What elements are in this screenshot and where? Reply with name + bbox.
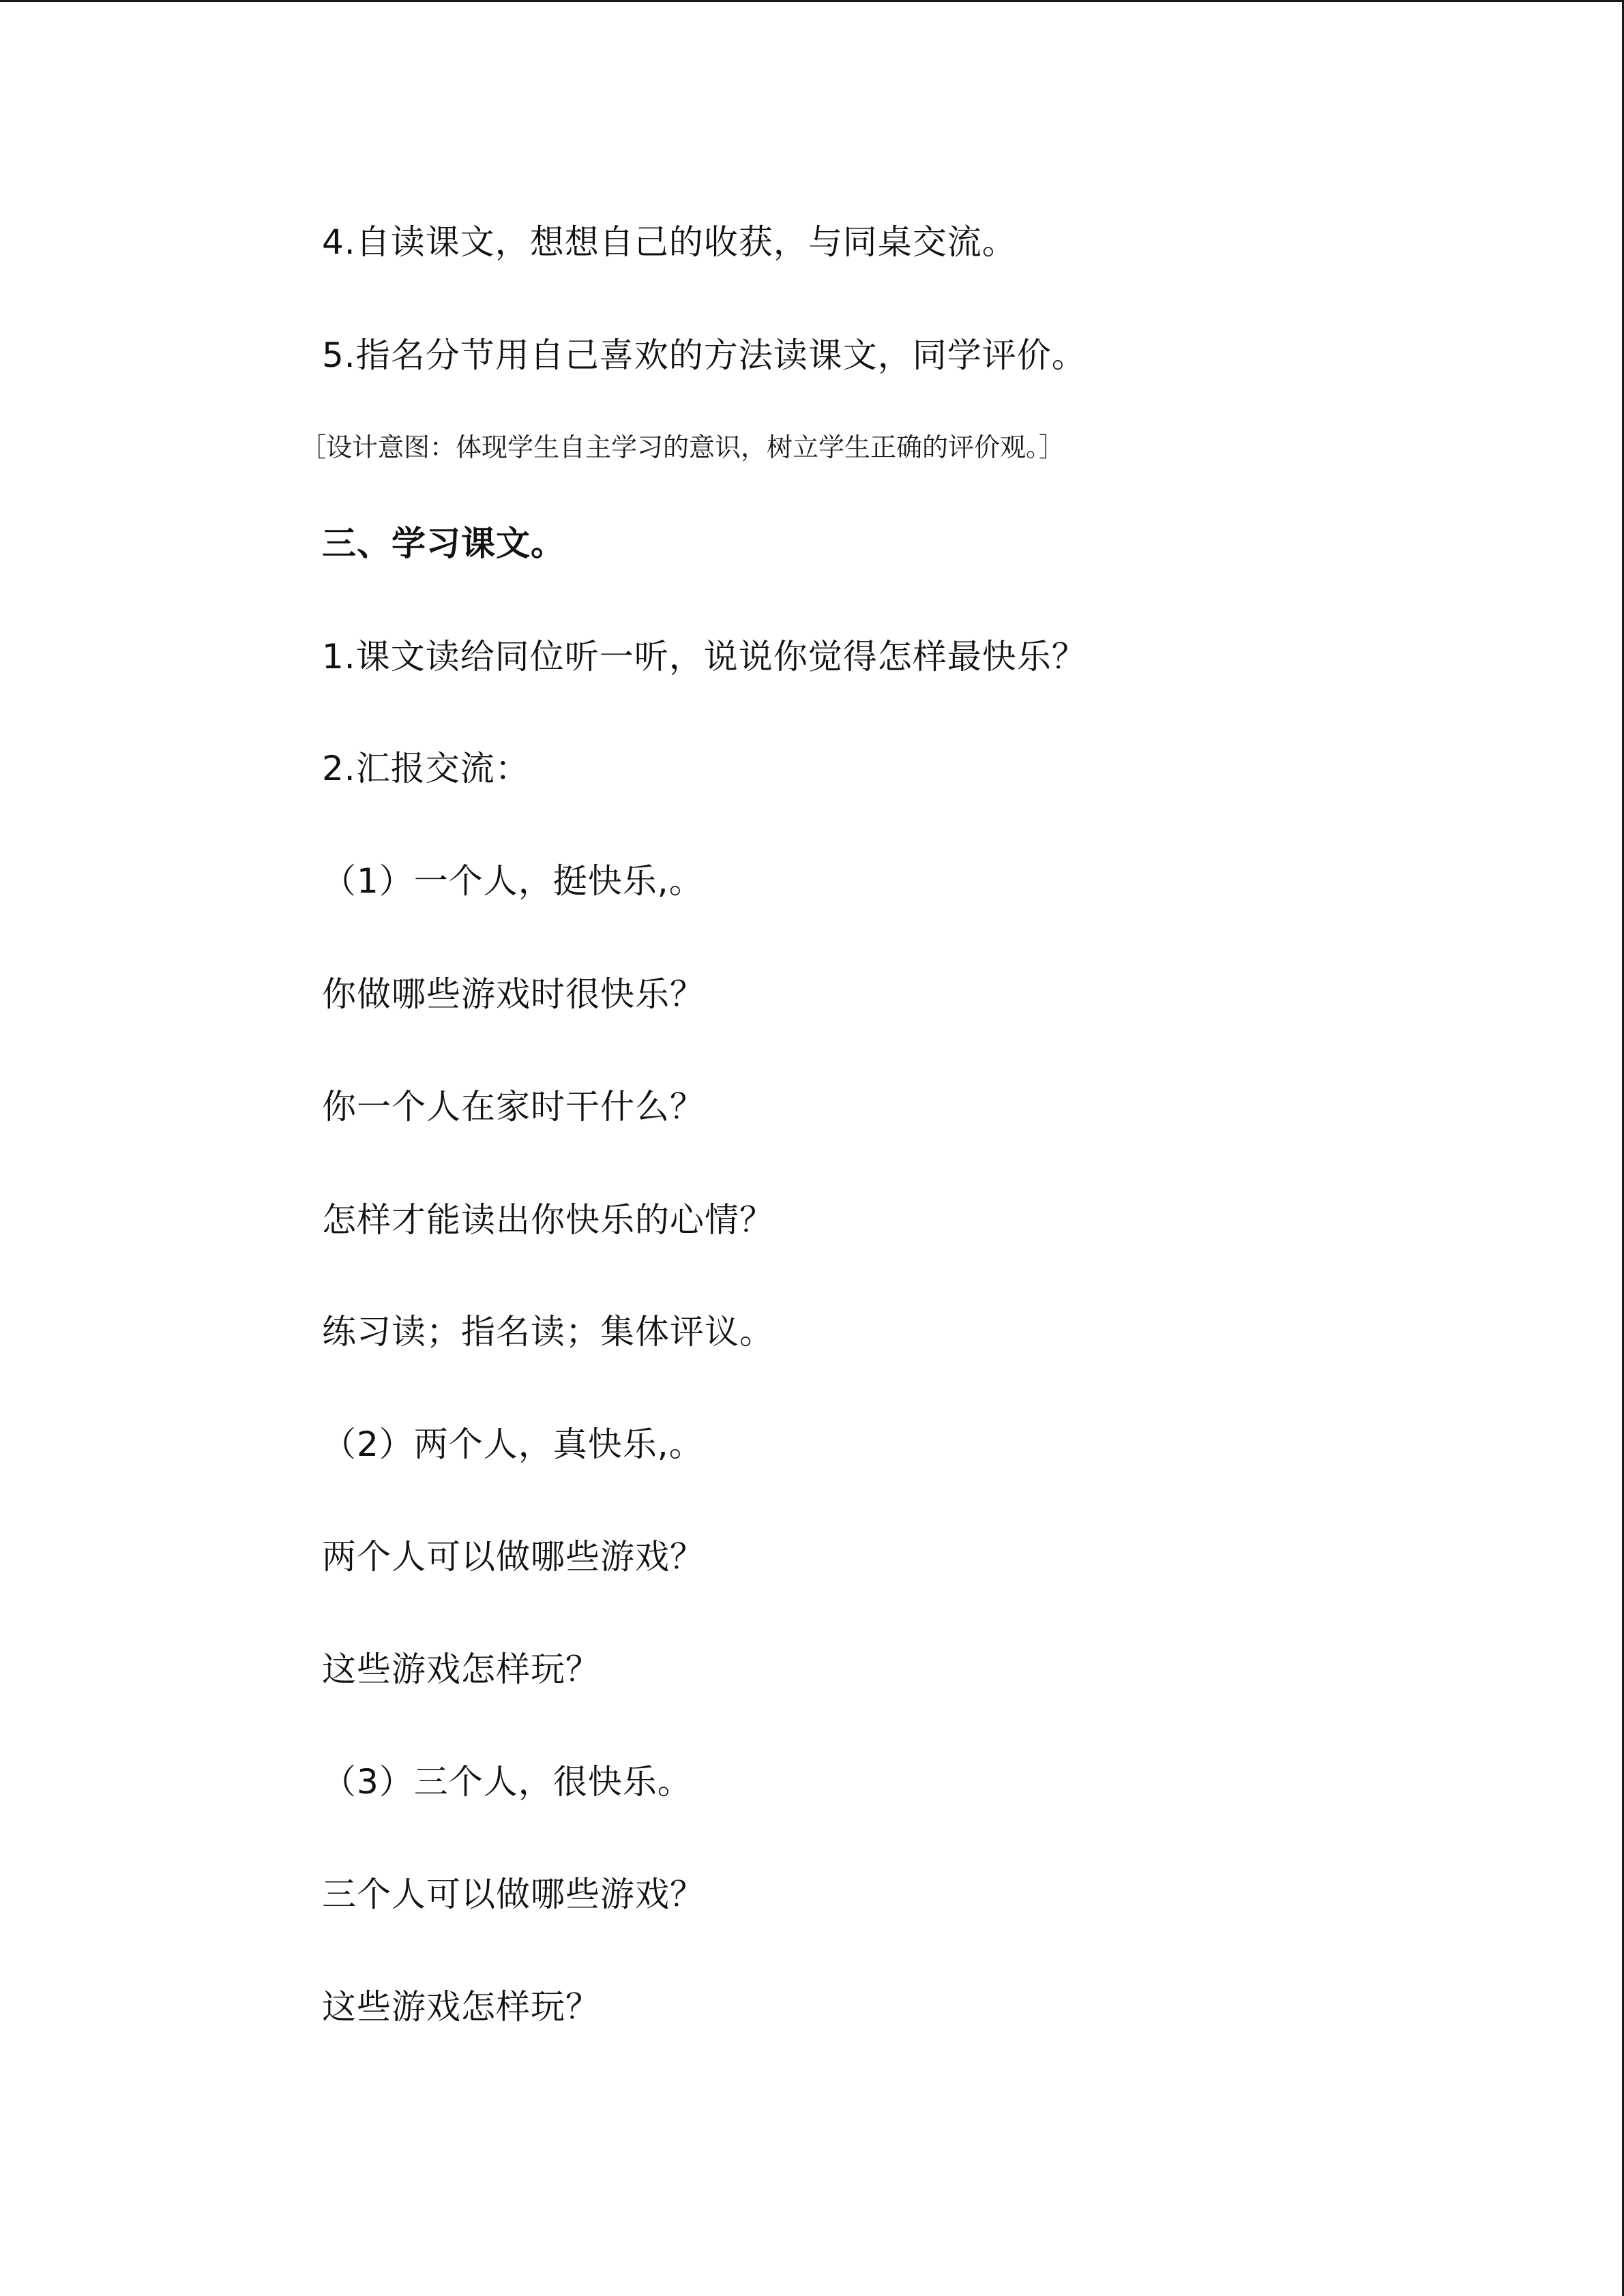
section-line-5: 你一个人在家时干什么？ (322, 1087, 705, 1127)
section-line-10: 这些游戏怎样玩？ (322, 1650, 600, 1689)
section-line-6: 怎样才能读出你快乐的心情？ (322, 1200, 774, 1240)
section-line-13: 这些游戏怎样玩？ (322, 1987, 600, 2027)
section-line-1: 1.课文读给同位听一听，说说你觉得怎样最快乐？ (322, 637, 1087, 676)
section-line-7: 练习读；指名读；集体评议。 (322, 1312, 774, 1352)
step-4-text: 4.自读课文，想想自己的收获，与同桌交流。 (322, 222, 1017, 262)
section-line-3: （1）一个人，挺快乐,。 (322, 861, 704, 901)
step-5-text: 5.指名分节用自己喜欢的方法读课文，同学评价。 (322, 336, 1087, 375)
section-heading: 三、学习课文。 (322, 524, 565, 563)
section-line-9: 两个人可以做哪些游戏？ (322, 1537, 705, 1577)
section-line-4: 你做哪些游戏时很快乐？ (322, 974, 705, 1014)
section-line-2: 2.汇报交流： (322, 749, 530, 788)
section-line-8: （2）两个人，真快乐,。 (322, 1425, 704, 1464)
section-line-12: 三个人可以做哪些游戏？ (322, 1875, 705, 1914)
design-note: ［设计意图：体现学生自主学习的意识，树立学生正确的评价观。］ (300, 432, 1065, 462)
section-line-11: （3）三个人，很快乐。 (322, 1762, 692, 1802)
